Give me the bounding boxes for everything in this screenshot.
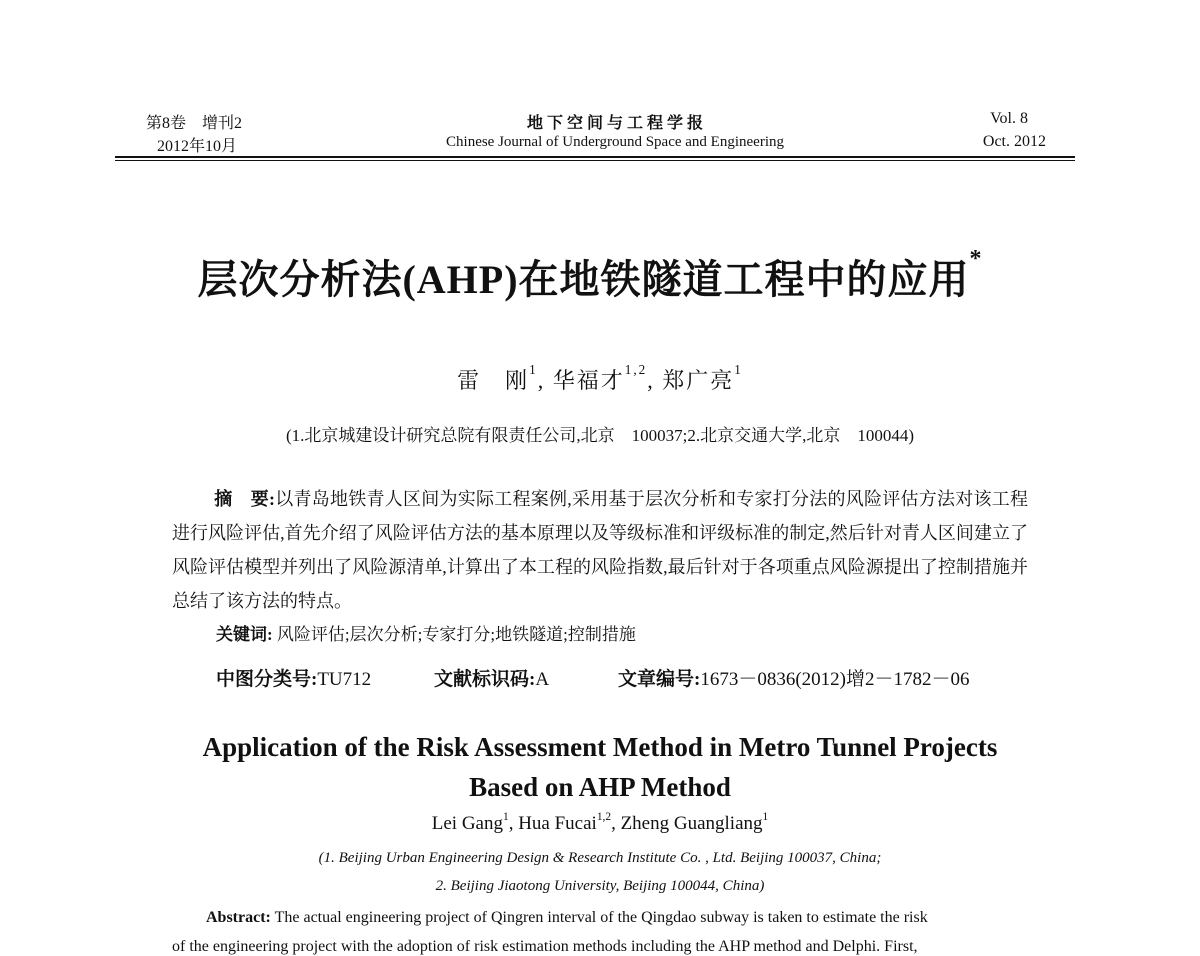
keywords-text: 风险评估;层次分析;专家打分;地铁隧道;控制措施 [276, 625, 636, 644]
author-name: Lei Gang [431, 813, 503, 834]
abstract-text: 以青岛地铁青人区间为实际工程案例,采用基于层次分析和专家打分法的风险评估方法对该工程进行风险评估,首先介绍了风险评估方法的基本原理以及等级标准和评级标准的制定,然后针对青人区间建立了风险评估模型并列出了风险源清单,计算出了本工程的风险指数,最后针对于各项重点风险源提出了控制措施并总结了该方法的特点。 [172, 489, 1028, 611]
author-name: Hua Fucai [518, 813, 597, 834]
header-rule [115, 156, 1075, 158]
doc-code-value: A [535, 669, 550, 690]
author-name: 郑广亮 [662, 368, 735, 393]
affiliation-en-line1: (1. Beijing Urban Engineering Design & Research Institute Co. , Ltd. Beijing 100037, China; [318, 850, 882, 866]
author-name: 华福才 [552, 368, 625, 393]
date-cn: 2012年10月 [157, 138, 238, 155]
author-name: 雷 刚 [457, 368, 530, 393]
abstract-en-text: The actual engineering project of Qingren interval of the Qingdao subway is taken to estimate the risk [274, 909, 928, 926]
title-text: 层次分析法(AHP)在地铁隧道工程中的应用 [197, 257, 970, 302]
authors-cn: 雷 刚$^1$, 华福才$^{1,2}$, 郑广亮$^1$ [457, 362, 743, 393]
keywords-cn [216, 620, 636, 645]
abstract-en-line2: of the engineering project with the adoption of risk estimation methods including the AHP method and Delphi. First, [172, 938, 918, 955]
classification-line [216, 664, 969, 691]
author-sup: 1,2 [596, 811, 612, 823]
paper-title-en-line2: Based on AHP Method [469, 772, 731, 802]
authors-en: Lei Gang$^1$, Hua Fucai$^{1,2}$, Zheng Guangliang$^1$ [431, 811, 769, 834]
article-no-label: 文章编号: [618, 669, 701, 690]
paper-title-cn [0, 248, 1180, 305]
abstract-en-label: Abstract: [206, 909, 271, 926]
journal-name-cn: 地 下 空 间 与 工 程 学 报 [526, 115, 703, 132]
author-sup: 1,2 [624, 362, 648, 377]
volume-en: Vol. 8 [990, 110, 1028, 127]
abstract-en-line1 [206, 909, 928, 927]
author-name: Zheng Guangliang [620, 813, 763, 834]
abstract-cn [172, 482, 1028, 618]
clc-label: 中图分类号: [216, 669, 318, 690]
affiliation-en-line2: 2. Beijing Jiaotong University, Beijing 100044, China) [435, 878, 765, 894]
author-sup: 1 [503, 811, 509, 823]
header-rule-thin [115, 160, 1075, 161]
date-en: Oct. 2012 [982, 133, 1046, 150]
clc-value: TU712 [317, 669, 372, 690]
affiliation-cn: (1.北京城建设计研究总院有限责任公司,北京 100037;2.北京交通大学,北京 100044) [285, 426, 915, 445]
article-no-value: 1673－0836(2012)增2－1782－06 [700, 669, 970, 690]
title-footnote-mark: * [969, 246, 983, 272]
doc-code-label: 文献标识码: [434, 669, 536, 690]
paper-title-en-line1: Application of the Risk Assessment Method in Metro Tunnel Projects [202, 732, 998, 762]
volume-cn: 第8卷 增刊2 [146, 115, 243, 132]
author-sup: 1 [734, 362, 743, 377]
author-sup: 1 [762, 811, 769, 823]
journal-name-en: Chinese Journal of Underground Space and Engineering [446, 134, 784, 150]
author-sup: 1 [529, 362, 538, 377]
keywords-label: 关键词: [216, 625, 273, 644]
abstract-label: 摘 要: [214, 489, 275, 509]
